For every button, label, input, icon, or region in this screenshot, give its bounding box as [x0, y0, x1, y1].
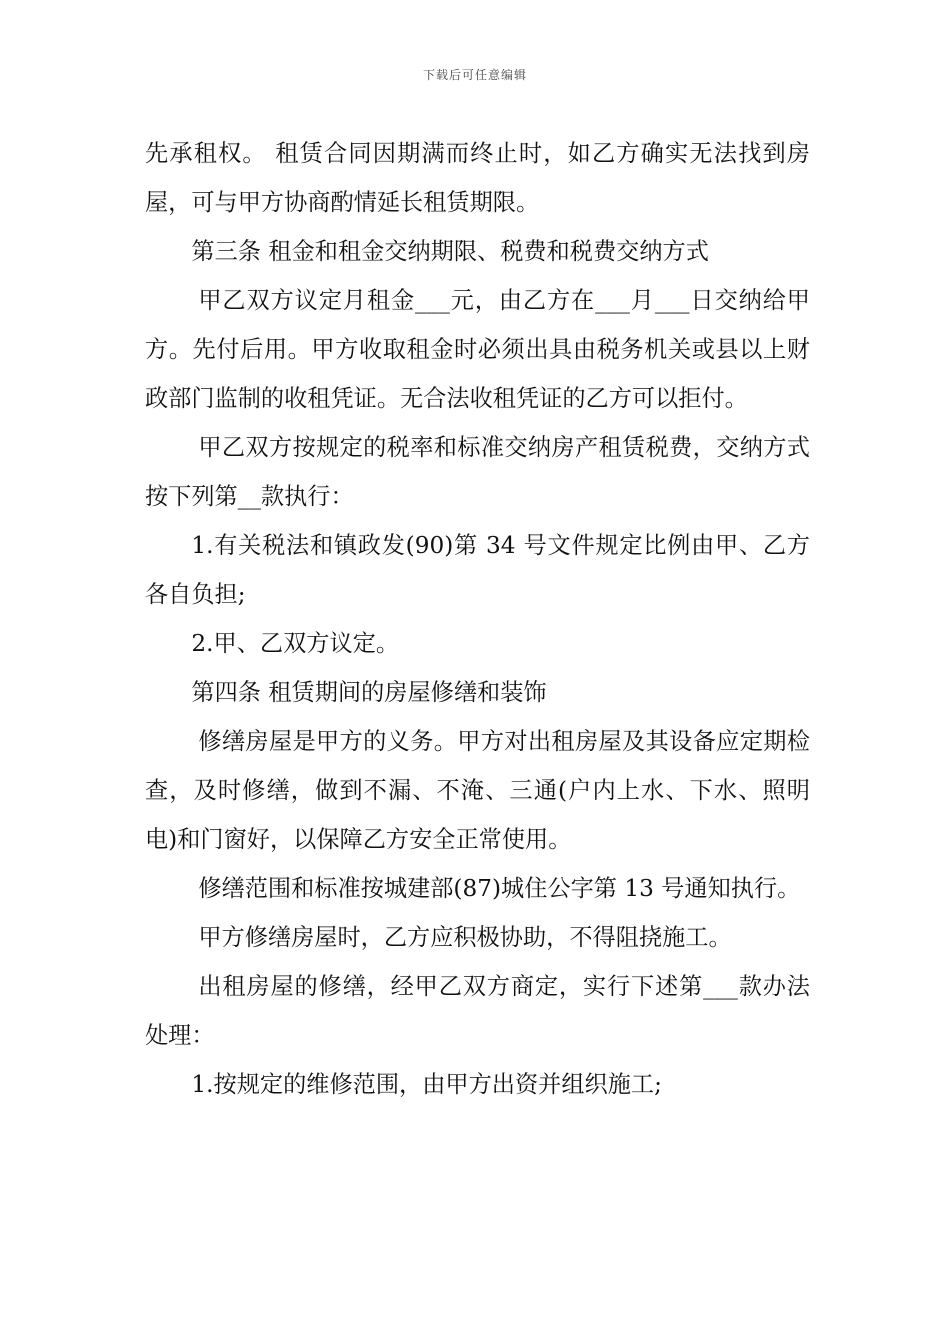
list-item: 1.按规定的维修范围，由甲方出资并组织施工;: [191, 1071, 662, 1098]
document-body: [145, 129, 810, 1109]
paragraph: 出租房屋的修缮，经甲乙双方商定，实行下述第___款办法处理：: [145, 973, 810, 1049]
page-header: 下载后可任意编辑: [422, 68, 527, 82]
paragraph: 甲乙双方按规定的税率和标准交纳房产租赁税费，交纳方式按下列第__款执行：: [145, 434, 810, 510]
list-item: 2.甲、乙双方议定。: [191, 630, 400, 657]
paragraph: 甲乙双方议定月租金___元，由乙方在___月___日交纳给甲方。先付后用。甲方收取租金时必须出具由税务机关或县以上财政部门监制的收租凭证。无合法收租凭证的乙方可以拒付。: [145, 287, 810, 412]
article-heading: 第四条 租赁期间的房屋修缮和装饰: [191, 679, 547, 706]
paragraph: 甲方修缮房屋时，乙方应积极协助，不得阻挠施工。: [198, 924, 732, 951]
paragraph: 修缮房屋是甲方的义务。甲方对出租房屋及其设备应定期检查，及时修缮，做到不漏、不淹、三通(户内上水、下水、照明电)和门窗好，以保障乙方安全正常使用。: [145, 728, 810, 853]
list-item: 1.有关税法和镇政发(90)第 34 号文件规定比例由甲、乙方各自负担;: [145, 532, 810, 608]
article-heading: 第三条 租金和租金交纳期限、税费和税费交纳方式: [191, 238, 709, 265]
paragraph: 先承租权。 租赁合同因期满而终止时，如乙方确实无法找到房屋，可与甲方协商酌情延长租赁期限。: [145, 140, 810, 216]
paragraph: 修缮范围和标准按城建部(87)城住公字第 13 号通知执行。: [198, 875, 801, 902]
